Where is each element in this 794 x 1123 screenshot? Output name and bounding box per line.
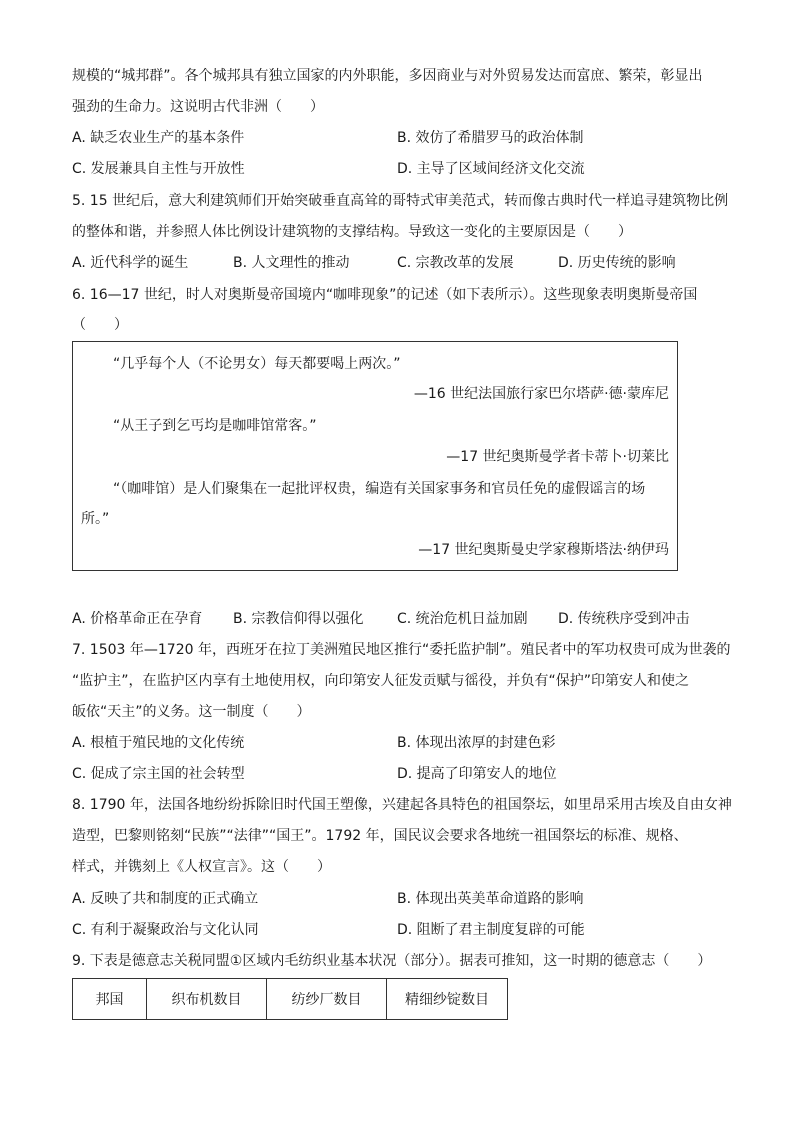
q7-option-d: D. 提高了印第安人的地位 bbox=[397, 766, 557, 782]
q6-quote-3-cont: 所。” bbox=[81, 511, 110, 527]
table-header-cell: 邦国 bbox=[73, 979, 147, 1020]
q6-option-c: C. 统治危机日益加剧 bbox=[397, 611, 528, 627]
q6-option-b: B. 宗教信仰得以强化 bbox=[233, 611, 364, 627]
table-header-cell: 纺纱厂数目 bbox=[267, 979, 387, 1020]
q6-quote-1-source: —16 世纪法国旅行家巴尔塔萨·德·蒙库尼 bbox=[413, 386, 669, 402]
q7-option-a: A. 根植于殖民地的文化传统 bbox=[72, 735, 245, 751]
q6-option-d: D. 传统秩序受到冲击 bbox=[558, 611, 690, 627]
q6-quote-1: “几乎每个人（不论男女）每天都要喝上两次。” bbox=[113, 356, 401, 372]
q6-quote-3-source: —17 世纪奥斯曼史学家穆斯塔法·纳伊玛 bbox=[418, 542, 669, 558]
q4-stem-line2: 强劲的生命力。这说明古代非洲（ ） bbox=[72, 99, 324, 115]
q9-stem-line1: 9. 下表是德意志关税同盟①区域内毛纺织业基本状况（部分）。据表可推知，这一时期的德意志（ ） bbox=[72, 953, 712, 969]
table-header-cell: 精细纱锭数目 bbox=[387, 979, 508, 1020]
q5-stem-line2: 的整体和谐，并参照人体比例设计建筑物的支撑结构。导致这一变化的主要原因是（ ） bbox=[72, 224, 632, 240]
q4-option-c: C. 发展兼具自主性与开放性 bbox=[72, 161, 245, 177]
q8-option-d: D. 阻断了君主制度复辟的可能 bbox=[397, 922, 585, 938]
q8-stem-line3: 样式，并镌刻上《人权宣言》。这（ ） bbox=[72, 859, 331, 875]
q6-option-a: A. 价格革命正在孕育 bbox=[72, 611, 203, 627]
q6-stem-line2: （ ） bbox=[72, 317, 128, 333]
q4-option-d: D. 主导了区域间经济文化交流 bbox=[397, 161, 585, 177]
q8-option-b: B. 体现出英美革命道路的影响 bbox=[397, 891, 584, 907]
q6-stem-line1: 6. 16—17 世纪，时人对奥斯曼帝国境内“咖啡现象”的记述（如下表所示）。这些现象表明奥斯曼帝国 bbox=[72, 287, 698, 303]
q7-stem-line1: 7. 1503 年—1720 年，西班牙在拉丁美洲殖民地区推行“委托监护制”。殖民者中的军功权贵可成为世袭的 bbox=[72, 642, 731, 658]
q4-option-a: A. 缺乏农业生产的基本条件 bbox=[72, 130, 245, 146]
q4-stem-line1: 规模的“城邦群”。各个城邦具有独立国家的内外职能，多因商业与对外贸易发达而富庶、繁荣，彰显出 bbox=[72, 68, 703, 84]
q5-option-c: C. 宗教改革的发展 bbox=[397, 255, 514, 271]
q8-stem-line2: 造型，巴黎则铭刻“民族”“法律”“国王”。1792 年，国民议会要求各地统一祖国祭坛的标准、规格、 bbox=[72, 828, 688, 844]
q4-option-b: B. 效仿了希腊罗马的政治体制 bbox=[397, 130, 584, 146]
q7-stem-line2: “监护主”，在监护区内享有土地使用权，向印第安人征发贡赋与徭役，并负有“保护”印第安人和使之 bbox=[72, 673, 690, 689]
q6-quote-2-source: —17 世纪奥斯曼学者卡蒂卜·切莱比 bbox=[446, 449, 669, 465]
table-header-row bbox=[73, 979, 508, 1020]
q8-option-a: A. 反映了共和制度的正式确立 bbox=[72, 891, 259, 907]
q7-option-c: C. 促成了宗主国的社会转型 bbox=[72, 766, 245, 782]
q5-stem-line1: 5. 15 世纪后，意大利建筑师们开始突破垂直高耸的哥特式审美范式，转而像古典时代一样追寻建筑物比例 bbox=[72, 193, 729, 209]
table-header-cell: 织布机数目 bbox=[147, 979, 267, 1020]
q8-option-c: C. 有利于凝聚政治与文化认同 bbox=[72, 922, 259, 938]
q9-table bbox=[72, 978, 508, 1020]
q5-option-b: B. 人文理性的推动 bbox=[233, 255, 350, 271]
q5-option-d: D. 历史传统的影响 bbox=[558, 255, 676, 271]
q6-quote-3: “（咖啡馆）是人们聚集在一起批评权贵，编造有关国家事务和官员任免的虚假谣言的场 bbox=[113, 481, 646, 497]
q5-option-a: A. 近代科学的诞生 bbox=[72, 255, 189, 271]
q6-quote-box bbox=[72, 341, 678, 571]
q7-stem-line3: 皈依“天主”的义务。这一制度（ ） bbox=[72, 704, 311, 720]
q6-quote-2: “从王子到乞丐均是咖啡馆常客。” bbox=[113, 418, 317, 434]
q8-stem-line1: 8. 1790 年，法国各地纷纷拆除旧时代国王塑像，兴建起各具特色的祖国祭坛，如里昂采用古埃及自由女神 bbox=[72, 797, 732, 813]
q7-option-b: B. 体现出浓厚的封建色彩 bbox=[397, 735, 556, 751]
